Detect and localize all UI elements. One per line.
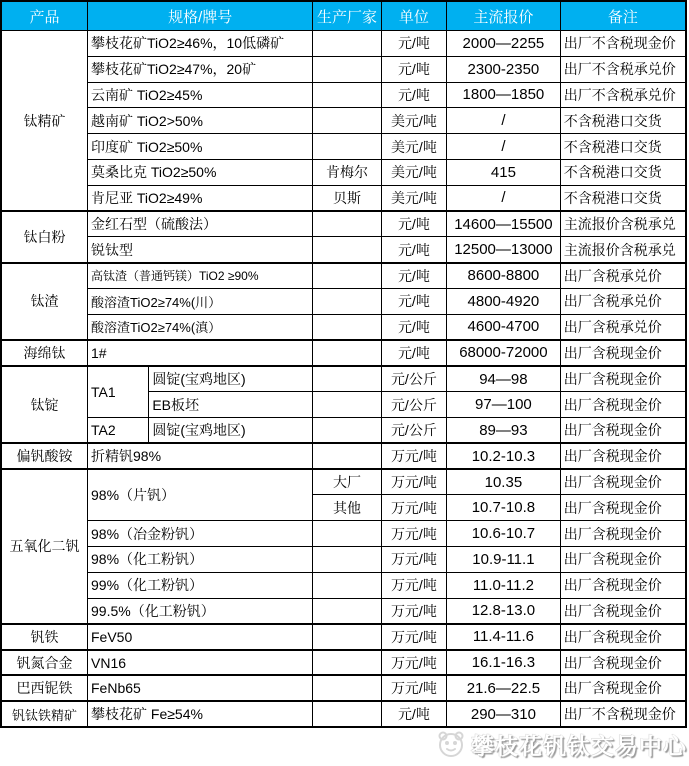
unit-cell: 元/公斤 — [381, 366, 446, 392]
unit-cell: 万元/吨 — [381, 469, 446, 495]
unit-cell: 元/吨 — [381, 263, 446, 289]
price-cell: / — [447, 108, 561, 134]
table-row — [1, 263, 686, 289]
spec-cell: 高钛渣（普通钙镁）TiO2 ≥90% — [88, 263, 313, 289]
remark-cell: 出厂含税现金价 — [560, 469, 686, 495]
price-cell: 10.6-10.7 — [447, 521, 561, 547]
table-row — [1, 572, 686, 598]
table-row — [1, 82, 686, 108]
price-cell: 290—310 — [447, 701, 561, 727]
manufacturer-cell — [313, 443, 381, 469]
spec-cell: 攀枝花矿TiO2≥47%，20矿 — [88, 56, 313, 82]
spec-cell: 酸溶渣TiO2≥74%(滇） — [88, 314, 313, 340]
unit-cell: 美元/吨 — [381, 134, 446, 160]
table-row — [1, 108, 686, 134]
product-cell: 钛精矿 — [1, 31, 88, 212]
unit-cell: 万元/吨 — [381, 521, 446, 547]
spec-cell: 折精钒98% — [88, 443, 313, 469]
table-row — [1, 624, 686, 650]
spec-cell: 锐钛型 — [88, 237, 313, 263]
remark-cell: 出厂含税现金价 — [560, 572, 686, 598]
manufacturer-cell — [313, 108, 381, 134]
spec-cell: 云南矿 TiO2≥45% — [88, 82, 313, 108]
table-row — [1, 56, 686, 82]
spec-cell: 酸溶渣TiO2≥74%(川） — [88, 288, 313, 314]
spec-cell: 98%（冶金粉钒） — [88, 521, 313, 547]
price-cell: 97—100 — [447, 392, 561, 418]
price-cell: 12500—13000 — [447, 237, 561, 263]
manufacturer-cell — [313, 521, 381, 547]
manufacturer-cell — [313, 211, 381, 237]
remark-cell: 出厂含税现金价 — [560, 495, 686, 521]
price-cell: 2300-2350 — [447, 56, 561, 82]
spec-form-cell: 圆锭(宝鸡地区) — [149, 417, 313, 443]
remark-cell: 出厂含税承兑价 — [560, 288, 686, 314]
manufacturer-cell — [313, 340, 381, 366]
manufacturer-cell: 其他 — [313, 495, 381, 521]
price-cell: 10.7-10.8 — [447, 495, 561, 521]
spec-cell: 攀枝花矿 Fe≥54% — [88, 701, 313, 727]
table-row — [1, 159, 686, 185]
price-cell: 14600—15500 — [447, 211, 561, 237]
remark-cell: 出厂不含税现金价 — [560, 701, 686, 727]
price-cell: 10.9-11.1 — [447, 546, 561, 572]
manufacturer-cell — [313, 598, 381, 624]
table-row — [1, 340, 686, 366]
table-row — [1, 134, 686, 160]
price-cell: 4600-4700 — [447, 314, 561, 340]
unit-cell: 元/吨 — [381, 211, 446, 237]
price-cell: 2000—2255 — [447, 31, 561, 57]
product-cell: 巴西铌铁 — [1, 675, 88, 701]
table-row — [1, 521, 686, 547]
remark-cell: 出厂含税现金价 — [560, 598, 686, 624]
spec-cell: 98%（片钒） — [88, 469, 313, 521]
panda-badge-logo-icon — [435, 728, 467, 760]
header-price: 主流报价 — [447, 1, 561, 31]
manufacturer-cell — [313, 417, 381, 443]
product-cell: 钒氮合金 — [1, 650, 88, 676]
unit-cell: 元/吨 — [381, 314, 446, 340]
spec-cell: 1# — [88, 340, 313, 366]
remark-cell: 不含税港口交货 — [560, 108, 686, 134]
product-cell: 钒钛铁精矿 — [1, 701, 88, 727]
unit-cell: 元/吨 — [381, 31, 446, 57]
unit-cell: 美元/吨 — [381, 108, 446, 134]
price-cell: 89—93 — [447, 417, 561, 443]
price-cell: 1800—1850 — [447, 82, 561, 108]
product-cell: 偏钒酸铵 — [1, 443, 88, 469]
remark-cell: 出厂含税承兑价 — [560, 263, 686, 289]
watermark-text: 攀枝花钒钛交易中心 — [471, 732, 687, 759]
table-row — [1, 701, 686, 727]
remark-cell: 出厂含税现金价 — [560, 340, 686, 366]
spec-form-cell: EB板坯 — [149, 392, 313, 418]
manufacturer-cell — [313, 314, 381, 340]
unit-cell: 万元/吨 — [381, 546, 446, 572]
spec-cell: 99.5%（化工粉钒） — [88, 598, 313, 624]
price-cell: 21.6—22.5 — [447, 675, 561, 701]
manufacturer-cell — [313, 288, 381, 314]
unit-cell: 万元/吨 — [381, 443, 446, 469]
manufacturer-cell: 大厂 — [313, 469, 381, 495]
remark-cell: 主流报价含税承兑 — [560, 237, 686, 263]
manufacturer-cell — [313, 56, 381, 82]
manufacturer-cell — [313, 392, 381, 418]
remark-cell: 出厂含税现金价 — [560, 417, 686, 443]
table-row — [1, 675, 686, 701]
unit-cell: 万元/吨 — [381, 624, 446, 650]
table-row — [1, 31, 686, 57]
header-unit: 单位 — [381, 1, 446, 31]
price-cell: 16.1-16.3 — [447, 650, 561, 676]
unit-cell: 美元/吨 — [381, 185, 446, 211]
remark-cell: 出厂含税现金价 — [560, 443, 686, 469]
product-cell: 钛锭 — [1, 366, 88, 443]
unit-cell: 元/吨 — [381, 288, 446, 314]
unit-cell: 元/公斤 — [381, 417, 446, 443]
unit-cell: 元/吨 — [381, 237, 446, 263]
manufacturer-cell — [313, 701, 381, 727]
price-cell: 94—98 — [447, 366, 561, 392]
unit-cell: 万元/吨 — [381, 495, 446, 521]
table-row — [1, 469, 686, 495]
table-row — [1, 443, 686, 469]
table-row — [1, 366, 686, 392]
manufacturer-cell — [313, 624, 381, 650]
price-cell: 11.0-11.2 — [447, 572, 561, 598]
unit-cell: 元/公斤 — [381, 392, 446, 418]
unit-cell: 美元/吨 — [381, 159, 446, 185]
price-cell: 11.4-11.6 — [447, 624, 561, 650]
price-cell: 4800-4920 — [447, 288, 561, 314]
price-cell: / — [447, 134, 561, 160]
manufacturer-cell: 肯梅尔 — [313, 159, 381, 185]
spec-cell: 莫桑比克 TiO2≥50% — [88, 159, 313, 185]
unit-cell: 万元/吨 — [381, 675, 446, 701]
spec-grade-cell: TA1 — [88, 366, 149, 418]
spec-cell: 金红石型（硫酸法） — [88, 211, 313, 237]
price-cell: 8600-8800 — [447, 263, 561, 289]
table-row — [1, 211, 686, 237]
header-remark: 备注 — [560, 1, 686, 31]
remark-cell: 不含税港口交货 — [560, 185, 686, 211]
manufacturer-cell — [313, 366, 381, 392]
remark-cell: 出厂含税现金价 — [560, 392, 686, 418]
table-row — [1, 237, 686, 263]
table-row — [1, 314, 686, 340]
manufacturer-cell — [313, 82, 381, 108]
remark-cell: 出厂含税现金价 — [560, 624, 686, 650]
spec-cell: 越南矿 TiO2>50% — [88, 108, 313, 134]
spec-cell: 肯尼亚 TiO2≥49% — [88, 185, 313, 211]
remark-cell: 不含税港口交货 — [560, 134, 686, 160]
table-row — [1, 185, 686, 211]
unit-cell: 元/吨 — [381, 340, 446, 366]
price-cell: / — [447, 185, 561, 211]
watermark — [435, 726, 687, 762]
remark-cell: 出厂不含税承兑价 — [560, 56, 686, 82]
price-cell: 10.35 — [447, 469, 561, 495]
spec-cell: FeV50 — [88, 624, 313, 650]
remark-cell: 出厂含税现金价 — [560, 675, 686, 701]
product-cell: 钛渣 — [1, 263, 88, 340]
remark-cell: 出厂不含税承兑价 — [560, 82, 686, 108]
product-cell: 钒铁 — [1, 624, 88, 650]
manufacturer-cell — [313, 572, 381, 598]
table-row — [1, 598, 686, 624]
table-row — [1, 546, 686, 572]
manufacturer-cell — [313, 650, 381, 676]
unit-cell: 元/吨 — [381, 56, 446, 82]
remark-cell: 出厂含税现金价 — [560, 546, 686, 572]
remark-cell: 出厂含税承兑价 — [560, 314, 686, 340]
manufacturer-cell — [313, 263, 381, 289]
remark-cell: 出厂含税现金价 — [560, 366, 686, 392]
spec-cell: 98%（化工粉钒） — [88, 546, 313, 572]
manufacturer-cell — [313, 134, 381, 160]
price-cell: 415 — [447, 159, 561, 185]
spec-cell: FeNb65 — [88, 675, 313, 701]
table-row — [1, 288, 686, 314]
product-cell: 五氧化二钒 — [1, 469, 88, 624]
spec-grade-cell: TA2 — [88, 417, 149, 443]
remark-cell: 出厂含税现金价 — [560, 650, 686, 676]
spec-cell: 印度矿 TiO2≥50% — [88, 134, 313, 160]
spec-cell: VN16 — [88, 650, 313, 676]
unit-cell: 万元/吨 — [381, 650, 446, 676]
spec-cell: 99%（化工粉钒） — [88, 572, 313, 598]
header-spec: 规格/牌号 — [88, 1, 313, 31]
manufacturer-cell: 贝斯 — [313, 185, 381, 211]
table-row — [1, 417, 686, 443]
spec-cell: 攀枝花矿TiO2≥46%，10低磷矿 — [88, 31, 313, 57]
remark-cell: 出厂含税现金价 — [560, 521, 686, 547]
remark-cell: 主流报价含税承兑 — [560, 211, 686, 237]
header-product: 产品 — [1, 1, 88, 31]
unit-cell: 元/吨 — [381, 701, 446, 727]
product-cell: 钛白粉 — [1, 211, 88, 263]
unit-cell: 万元/吨 — [381, 598, 446, 624]
manufacturer-cell — [313, 675, 381, 701]
spec-form-cell: 圆锭(宝鸡地区) — [149, 366, 313, 392]
manufacturer-cell — [313, 31, 381, 57]
manufacturer-cell — [313, 546, 381, 572]
price-cell: 10.2-10.3 — [447, 443, 561, 469]
product-cell: 海绵钛 — [1, 340, 88, 366]
price-cell: 68000-72000 — [447, 340, 561, 366]
remark-cell: 出厂不含税现金价 — [560, 31, 686, 57]
header-row — [1, 1, 686, 31]
unit-cell: 万元/吨 — [381, 572, 446, 598]
manufacturer-cell — [313, 237, 381, 263]
remark-cell: 不含税港口交货 — [560, 159, 686, 185]
unit-cell: 元/吨 — [381, 82, 446, 108]
price-cell: 12.8-13.0 — [447, 598, 561, 624]
table-row — [1, 650, 686, 676]
header-manufacturer: 生产厂家 — [313, 1, 381, 31]
